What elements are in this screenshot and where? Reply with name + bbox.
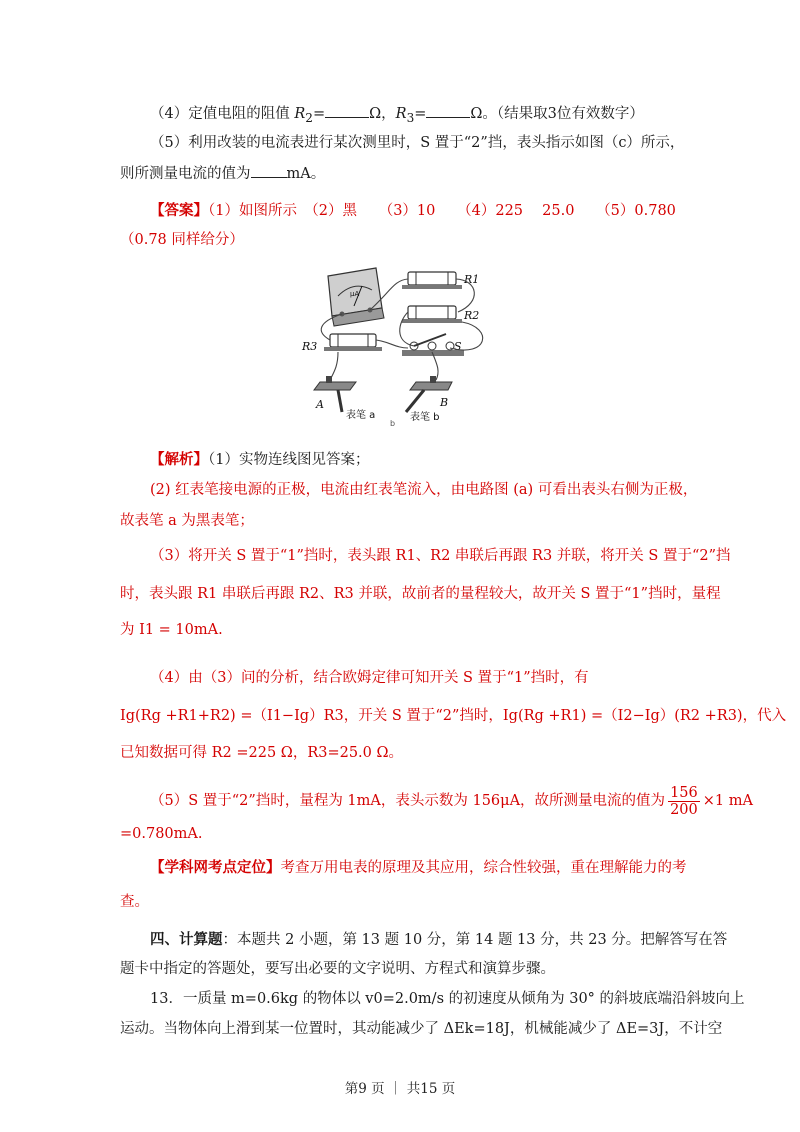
label-probe-b: 表笔 b — [410, 412, 440, 423]
analysis-line-8: Ig(Rg +R1+R2) =（I1−Ig）R3，开关 S 置于“2”挡时，Ig(Rg +R1) =（I2−Ig）(R2 +R3)，代入 — [120, 708, 787, 724]
answer-blank-r2 — [325, 103, 369, 118]
kaodian-line-1 — [150, 858, 687, 878]
question-5-line-1: （5）利用改装的电流表进行某次测里时，S 置于“2”挡，表头指示如图（c）所示， — [150, 135, 685, 151]
fraction — [668, 785, 700, 818]
analysis-line-4: （3）将开关 S 置于“1”挡时，表头跟 R1、R2 串联后再跟 R3 并联，将开关 S 置于“2”挡 — [150, 548, 731, 564]
answer-line — [150, 201, 676, 221]
answer-items: （1）如图所示 （2）黑 （3）10 （4）225 25.0 （5）0.780 — [208, 203, 676, 219]
answer-blank-current — [251, 163, 287, 178]
r3-subscript: 3 — [406, 110, 415, 125]
meter-label: μA — [350, 290, 360, 298]
fraction-numerator: 156 — [670, 784, 698, 801]
q4-prefix: （4）定值电阻的阻值 — [150, 106, 295, 122]
q4-equals-2: = — [414, 106, 427, 122]
answer-blank-r3 — [426, 103, 470, 118]
section-4-line-1 — [150, 930, 727, 950]
answer-tag: 【答案】 — [150, 202, 208, 219]
analysis-step-5: （5）S 置于“2”挡时，量程为 1mA，表头示数为 156μA，故所测量电流的值为 — [150, 793, 666, 809]
section-4-instructions: ：本题共 2 小题，第 13 题 10 分，第 14 题 13 分，共 23 分。把解答写在答 — [222, 932, 728, 948]
label-r2: R2 — [464, 309, 480, 322]
page-footer: 第9 页 ｜ 共15 页 — [344, 1081, 456, 1097]
q5-unit: mA。 — [286, 166, 326, 182]
answer-line-2: （0.78 同样给分） — [120, 232, 244, 248]
analysis-line-11: =0.780mA. — [120, 826, 203, 842]
label-r3: R3 — [302, 340, 318, 353]
r2-symbol: R — [294, 106, 306, 122]
microammeter — [328, 268, 384, 326]
resistor-r2 — [402, 306, 479, 323]
label-b: B — [440, 396, 449, 409]
analysis-line-6: 为 I1 = 10mA. — [120, 622, 223, 638]
question-13-line-2: 运动。当物体向上滑到某一位置时，其动能减少了 ΔEk=18J，机械能减少了 ΔE=3J，不计空 — [120, 1021, 723, 1037]
label-s: S — [454, 340, 462, 353]
label-r1: R1 — [464, 273, 480, 286]
analysis-line-5: 时，表头跟 R1 串联后再跟 R2、R3 并联，故前者的量程较大，故开关 S 置于“1”挡时，量程 — [120, 586, 721, 602]
q5-prefix: 则所测量电流的值为 — [120, 166, 251, 182]
analysis-step-1: （1）实物连线图见答案； — [208, 452, 370, 468]
analysis-line-1 — [150, 450, 369, 470]
circuit-figure — [298, 262, 504, 430]
question-4-line — [150, 103, 644, 128]
label-a: A — [316, 398, 324, 411]
analysis-line-10 — [150, 781, 753, 821]
r3-symbol: R — [395, 106, 407, 122]
analysis-line-7: （4）由（3）问的分析，结合欧姆定律可知开关 S 置于“1”挡时，有 — [150, 670, 589, 686]
section-4-line-2: 题卡中指定的答题处，要写出必要的文字说明、方程式和演算步骤。 — [120, 961, 555, 977]
label-probe-a: 表笔 a — [346, 410, 376, 421]
fraction-multiplier: ×1 mA — [702, 793, 753, 809]
analysis-tag: 【解析】 — [150, 451, 208, 468]
section-4-title: 四、计算题 — [150, 931, 223, 948]
question-13-line-1: 13．一质量 m=0.6kg 的物体以 v0=2.0m/s 的初速度从倾角为 30° 的斜坡底端沿斜坡向上 — [150, 991, 745, 1007]
q4-equals-1: = — [312, 106, 326, 122]
question-5-line-2 — [120, 163, 325, 184]
kaodian-text: 考查万用电表的原理及其应用，综合性较强，重在理解能力的考 — [280, 860, 687, 876]
r2-subscript: 2 — [305, 110, 313, 125]
q4-unit-1: Ω， — [369, 106, 396, 122]
analysis-line-3: 故表笔 a 为黑表笔； — [120, 513, 254, 529]
analysis-line-2: (2) 红表笔接电源的正极，电流由红表笔流入，由电路图 (a) 可看出表头右侧为正极， — [150, 482, 698, 498]
q4-unit-2: Ω。（结果取3位有效数字） — [470, 106, 644, 122]
kaodian-line-2: 查。 — [120, 894, 149, 910]
kaodian-tag: 【学科网考点定位】 — [150, 859, 281, 876]
fraction-denominator: 200 — [670, 801, 698, 818]
analysis-line-9: 已知数据可得 R2 =225 Ω，R3=25.0 Ω。 — [120, 745, 404, 761]
figure-caption: b — [390, 419, 396, 428]
